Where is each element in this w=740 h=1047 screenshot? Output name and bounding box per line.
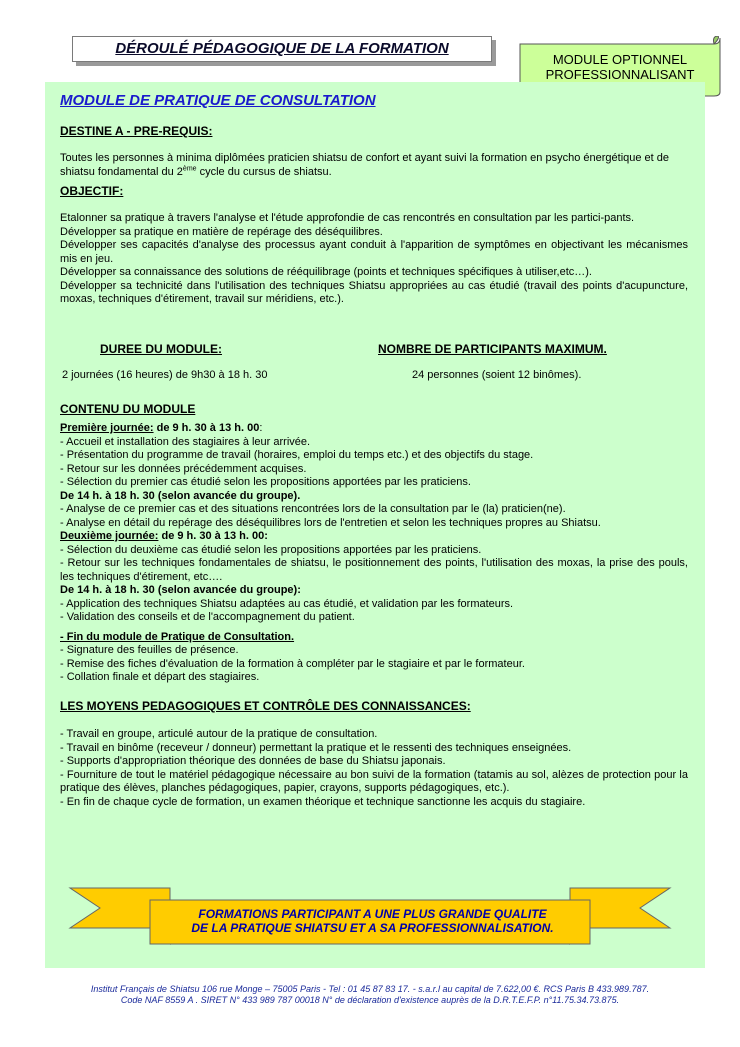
page-title: DÉROULÉ PÉDAGOGIQUE DE LA FORMATION bbox=[72, 36, 492, 62]
day1-label: Première journée: bbox=[60, 422, 154, 434]
day1-colon: : bbox=[259, 422, 263, 434]
footer-line-1: Institut Français de Shiatsu 106 rue Monge – 75005 Paris - Tel : 01 45 87 83 17. - s.a.r.l au capital de 7.622,00 €. RCS Paris B 433.989.787. bbox=[90, 984, 650, 994]
participants-heading: NOMBRE DE PARTICIPANTS MAXIMUM. bbox=[378, 342, 607, 356]
objectif-line: Développer sa connaissance des solutions de rééquilibrage (points et techniques spécifiques à utiliser,etc…). bbox=[60, 266, 592, 278]
objectif-line: Développer ses capacités d'analyse des processus ayant conduit à l'apparition de symptômes en objectivant les mécanismes mis en jeu. bbox=[60, 239, 688, 265]
duree-heading: DUREE DU MODULE: bbox=[100, 342, 222, 356]
objectif-line: Etalonner sa pratique à travers l'analyse et l'étude approfondie de cas rencontrés en consultation par les partici-pants. bbox=[60, 212, 635, 224]
moyens-heading: LES MOYENS PEDAGOGIQUES ET CONTRÔLE DES CONNAISSANCES: bbox=[60, 699, 471, 713]
list-item: - Présentation du programme de travail (horaires, emploi du temps etc.) et des objectifs du stage. bbox=[60, 449, 534, 461]
destine-text-b: cycle du cursus de shiatsu. bbox=[196, 165, 332, 178]
list-item: - Signature des feuilles de présence. bbox=[60, 644, 239, 656]
duree-value: 2 journées (16 heures) de 9h30 à 18 h. 30 bbox=[62, 369, 268, 381]
objectif-heading: OBJECTIF: bbox=[60, 184, 124, 198]
destine-text-a: Toutes les personnes à minima diplômées praticien shiatsu de confort et ayant suivi la formation en psycho énergétique et de shiatsu fondamental du 2 bbox=[60, 152, 670, 178]
participants-value: 24 personnes (soient 12 binômes). bbox=[412, 369, 582, 381]
destine-heading: DESTINE A - PRE-REQUIS: bbox=[60, 124, 213, 138]
list-item: - Application des techniques Shiatsu adaptées au cas étudié, et validation par les formateurs. bbox=[60, 597, 514, 610]
moyens-list bbox=[60, 728, 688, 809]
day1-title bbox=[60, 422, 688, 436]
day2-afternoon-label: De 14 h. à 18 h. 30 (selon avancée du groupe): bbox=[60, 584, 301, 596]
objectif-line: Développer sa pratique en matière de repérage des déséquilibres. bbox=[60, 225, 383, 238]
list-item: - Remise des fiches d'évaluation de la formation à compléter par le stagiaire et par le formateur. bbox=[60, 657, 525, 670]
contenu-body bbox=[60, 422, 688, 685]
day1-afternoon-label: De 14 h. à 18 h. 30 (selon avancée du groupe). bbox=[60, 489, 301, 502]
list-item: - Sélection du premier cas étudié selon les propositions apportées par les praticiens. bbox=[60, 476, 471, 488]
contenu-heading: CONTENU DU MODULE bbox=[60, 402, 196, 416]
objectif-line: Développer sa technicité dans l'utilisation des techniques Shiatsu appropriées au cas étudié (travail des points d'acupuncture, moxas, techniques d'étirement, travail sur méridiens, etc.). bbox=[60, 279, 688, 305]
list-item: - Supports d'appropriation théorique des données de base du Shiatsu japonais. bbox=[60, 755, 446, 767]
list-item: - Accueil et installation des stagiaires à leur arrivée. bbox=[60, 435, 311, 448]
list-item: - Fourniture de tout le matériel pédagogique nécessaire au bon suivi de la formation (tatamis au sol, alèzes de protection pour la pratique des élèves, planches pédagogiques, papier, crayons, supports pédagogiques, etc.). bbox=[60, 768, 688, 794]
list-item: - Validation des conseils et de l'accompagnement du patient. bbox=[60, 611, 355, 623]
day2-time: de 9 h. 30 à 13 h. 00: bbox=[158, 530, 268, 542]
module-badge bbox=[528, 52, 712, 82]
footer bbox=[0, 984, 740, 1006]
day2-label: Deuxième journée: bbox=[60, 530, 159, 542]
list-item: - Retour sur les techniques fondamentales de shiatsu, le positionnement des points, l'utilisation des moxas, la prise des pouls, les techniques d'étirement, etc…. bbox=[60, 557, 688, 583]
destine-sup: ème bbox=[182, 164, 197, 172]
list-item: - Travail en binôme (receveur / donneur) permettant la pratique et le ressenti des techniques enseignées. bbox=[60, 741, 572, 754]
badge-line-1: MODULE OPTIONNEL bbox=[552, 52, 688, 67]
banner-text bbox=[150, 907, 595, 935]
objectif-list bbox=[60, 212, 688, 307]
list-item: - Retour sur les données précédemment acquises. bbox=[60, 462, 307, 475]
badge-line-2: PROFESSIONNALISANT bbox=[545, 67, 695, 82]
list-item: - Collation finale et départ des stagiaires. bbox=[60, 671, 260, 683]
destine-text bbox=[60, 152, 688, 179]
footer-line-2: Code NAF 8559 A . SIRET N° 433 989 787 00018 N° de déclaration d'existence auprès de la D.R.T.E.F.P. n°11.75.34.73.875. bbox=[120, 995, 620, 1005]
day2-title bbox=[60, 530, 688, 544]
list-item: - Analyse en détail du repérage des déséquilibres lors de l'entretien et selon les techniques propres au Shiatsu. bbox=[60, 516, 601, 529]
banner-line-1: FORMATIONS PARTICIPANT A UNE PLUS GRANDE QUALITE bbox=[198, 907, 547, 921]
day1-time: de 9 h. 30 à 13 h. 00 bbox=[153, 422, 260, 434]
list-item: - Sélection du deuxième cas étudié selon les propositions apportées par les praticiens. bbox=[60, 543, 482, 556]
list-item: - En fin de chaque cycle de formation, un examen théorique et technique sanctionne les acquis du stagiaire. bbox=[60, 795, 586, 808]
module-title: MODULE DE PRATIQUE DE CONSULTATION bbox=[60, 92, 376, 109]
banner-line-2: DE LA PRATIQUE SHIATSU ET A SA PROFESSIONNALISATION. bbox=[191, 921, 554, 935]
fin-label: - Fin du module de Pratique de Consultation. bbox=[60, 630, 295, 643]
list-item: - Analyse de ce premier cas et des situations rencontrées lors de la consultation par le (la) praticien(ne). bbox=[60, 503, 566, 515]
list-item: - Travail en groupe, articulé autour de la pratique de consultation. bbox=[60, 728, 378, 740]
